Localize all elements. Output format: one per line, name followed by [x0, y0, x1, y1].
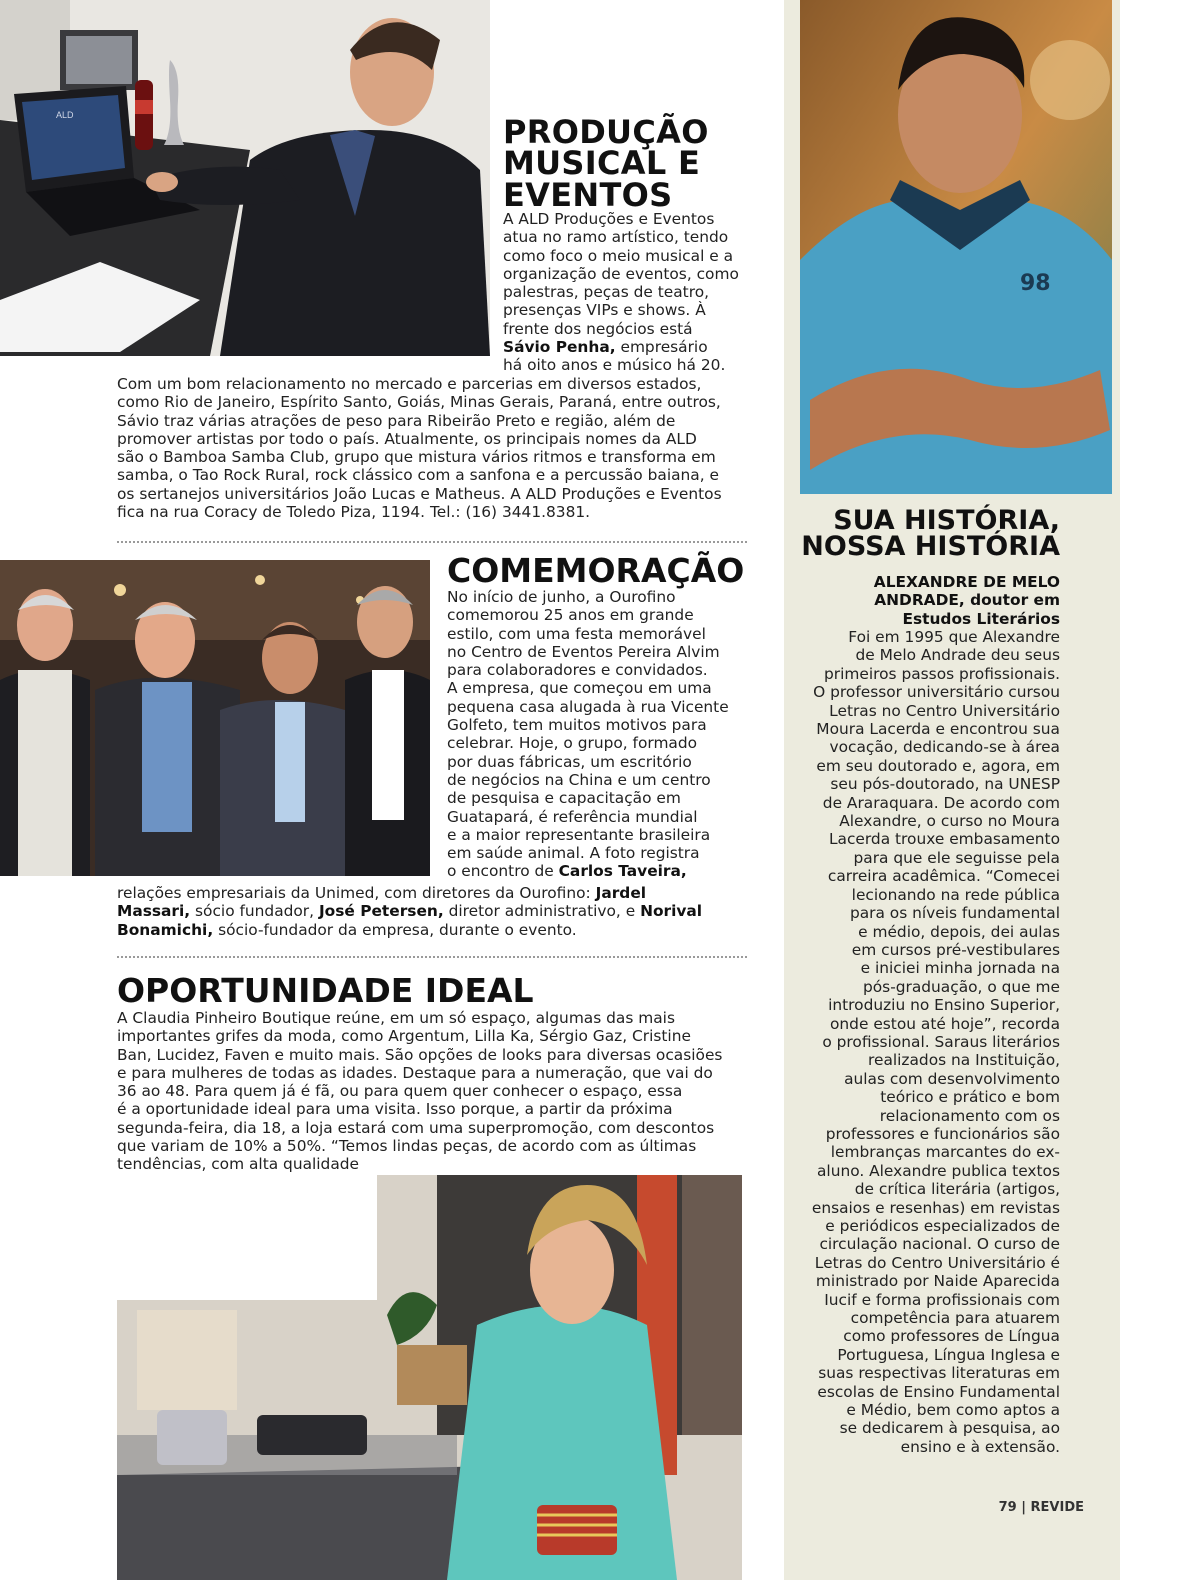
photo-boutique-image [117, 1175, 742, 1580]
text-line: ensaios e resenhas) em revistas [811, 1198, 1060, 1217]
text-line: Iucif e forma profissionais com [824, 1290, 1060, 1309]
text-line: celebrar. Hoje, o grupo, formado [447, 734, 698, 753]
text-line: Sávio traz várias atrações de peso para Ribeirão Preto e região, além de [117, 411, 676, 430]
text-line: atua no ramo artístico, tendo [503, 228, 729, 247]
text-line: Letras do Centro Universitário é [814, 1253, 1060, 1272]
photo-savio-penha [0, 0, 490, 356]
author-line: ALEXANDRE DE MELO [873, 573, 1060, 591]
title-line: NOSSA HISTÓRIA [801, 531, 1060, 562]
text-line: aluno. Alexandre publica textos [816, 1161, 1060, 1180]
text-line: realizados na Instituição, [867, 1051, 1060, 1070]
text-line: o profissional. Saraus literários [822, 1032, 1060, 1051]
text-line: primeiros passos profissionais. [824, 664, 1060, 683]
author-line: Estudos Literários [902, 609, 1060, 628]
text-line: importantes grifes da moda, como Argentum, Lilla Ka, Sérgio Gaz, Cristine [117, 1027, 691, 1046]
text-line: no Centro de Eventos Pereira Alvim [447, 642, 720, 661]
text-line: por duas fábricas, um escritório [447, 752, 692, 771]
text-line: escolas de Ensino Fundamental [817, 1382, 1060, 1401]
text-line: é a oportunidade ideal para uma visita. Isso porque, a partir da próxima [117, 1100, 673, 1119]
text-line: promover artistas por todo o país. Atualmente, os principais nomes da ALD [117, 429, 697, 448]
text-line: de Araraquara. De acordo com [822, 793, 1060, 812]
footer-separator: | [1021, 1500, 1026, 1515]
text-line: os sertanejos universitários João Lucas e Matheus. A ALD Produções e Eventos [117, 484, 722, 503]
text-line: Portuguesa, Língua Inglesa e [837, 1345, 1060, 1364]
person-name: José Petersen, [318, 902, 444, 921]
text-line: estilo, com uma festa memorável [447, 624, 706, 643]
shirt-number: 98 [1020, 271, 1051, 296]
text-line: Com um bom relacionamento no mercado e parcerias em diversos estados, [117, 375, 702, 393]
text-line: para colaboradores e convidados. [447, 661, 708, 680]
text-line: Lacerda trouxe embasamento [828, 830, 1060, 849]
text-line: Letras no Centro Universitário [829, 701, 1060, 720]
laptop-screen-brand: ALD [56, 110, 74, 120]
title-line: EVENTOS [503, 175, 673, 214]
text-line: relacionamento com os [879, 1106, 1060, 1125]
text-line: e periódicos especializados de [825, 1217, 1060, 1235]
person-name: Bonamichi, [117, 920, 214, 939]
text-line: como Rio de Janeiro, Espírito Santo, Goiás, Minas Gerais, Paraná, entre outros, [117, 393, 721, 412]
photo-ourofino-event-image [0, 560, 430, 876]
text-fragment: diretor administrativo, e [443, 902, 641, 921]
section-title-producao [503, 113, 709, 214]
sidebar-author [784, 573, 1060, 628]
magazine-name: REVIDE [1030, 1500, 1084, 1515]
text-line: Foi em 1995 que Alexandre [848, 628, 1060, 646]
text-line: de Melo Andrade deu seus [855, 646, 1060, 665]
text-line: e para mulheres de todas as idades. Destaque para a numeração, que vai do [117, 1063, 713, 1082]
text-line: tendências, com alta qualidade [117, 1155, 359, 1174]
text-line: vocação, dedicando-se à área [829, 738, 1060, 757]
text-line: são o Bamboa Samba Club, grupo que mistura vários ritmos e transforma em [117, 448, 716, 467]
text-line: e a maior representante brasileira [447, 825, 711, 844]
sidebar-title [784, 505, 1060, 562]
text-line: carreira acadêmica. “Comecei [827, 867, 1060, 886]
text-line: em saúde animal. A foto registra [447, 844, 700, 863]
text-line: No início de junho, a Ourofino [447, 588, 676, 606]
text-line [117, 884, 767, 902]
text-line: pequena casa alugada à rua Vicente [447, 697, 729, 716]
text-line: teórico e prático e bom [880, 1088, 1060, 1107]
text-line: como professores de Língua [843, 1327, 1060, 1346]
text-line: de crítica literária (artigos, [854, 1180, 1060, 1199]
text-line: em seu doutorado e, agora, em [816, 756, 1060, 775]
person-name: Norival [640, 902, 703, 921]
title-line: SUA HISTÓRIA, [833, 505, 1060, 536]
text-line: de pesquisa e capacitação em [447, 789, 681, 808]
text-line: lembranças marcantes do ex- [830, 1143, 1060, 1162]
section2-column [447, 588, 747, 881]
text-line [117, 902, 767, 920]
photo-savio-penha-image [0, 0, 490, 356]
page-number: 79 [998, 1500, 1017, 1515]
person-name: Massari, [117, 902, 191, 921]
title-line: PRODUÇÃO [503, 113, 709, 151]
text-line: lecionando na rede pública [851, 885, 1060, 904]
text-line: para que ele seguisse pela [853, 848, 1060, 867]
text-line: Alexandre, o curso no Moura [839, 812, 1060, 831]
text-line: para os níveis fundamental [849, 904, 1060, 923]
person-name: Sávio Penha, [503, 338, 616, 357]
text-line: O professor universitário cursou [813, 683, 1060, 702]
text-line: samba, o Tao Rock Rural, rock clássico com a sanfona e a percussão baiana, e [117, 466, 719, 485]
sidebar-body [796, 628, 1060, 1456]
section1-body [117, 375, 767, 521]
text-fragment: sócio fundador, [190, 902, 319, 921]
photo-camila-pinheiro-boutique [117, 1175, 742, 1580]
photo-ourofino-event [0, 560, 430, 876]
page-footer [994, 1500, 1084, 1515]
section-title-oportunidade: OPORTUNIDADE IDEAL [117, 971, 534, 1010]
text-line: competência para atuarem [850, 1309, 1060, 1328]
text-line: professores e funcionários são [825, 1124, 1060, 1143]
section-divider [117, 956, 747, 958]
text-line: ministrado por Naide Aparecida [815, 1272, 1060, 1291]
photo-alexandre-andrade-image [800, 0, 1112, 494]
photo-alexandre-andrade [800, 0, 1112, 494]
person-name: Jardel [595, 884, 647, 902]
text-line: ensino e à extensão. [900, 1437, 1060, 1456]
text-line: Ban, Lucidez, Faven e muito mais. São opções de looks para diversas ocasiões [117, 1045, 723, 1064]
text-line: Guatapará, é referência mundial [447, 807, 698, 826]
text-line: fica na rua Coracy de Toledo Piza, 1194. Tel.: (16) 3441.8381. [117, 503, 591, 522]
text-line: palestras, peças de teatro, [503, 283, 709, 302]
text-line: Golfeto, tem muitos motivos para [447, 716, 707, 735]
text-line: A Claudia Pinheiro Boutique reúne, em um só espaço, algumas das mais [117, 1009, 675, 1027]
text-line [447, 862, 747, 880]
text-line: segunda-feira, dia 18, a loja estará com uma superpromoção, com descontos [117, 1118, 715, 1137]
text-line: A ALD Produções e Eventos [503, 210, 715, 228]
text-line: 36 ao 48. Para quem já é fã, ou para quem quer conhecer o espaço, essa [117, 1082, 683, 1101]
text-line: há oito anos e músico há 20. [503, 356, 726, 375]
text-line: A empresa, que começou em uma [447, 679, 712, 698]
text-line [117, 921, 767, 939]
text-fragment: sócio-fundador da empresa, durante o evento. [213, 920, 577, 939]
text-fragment: o encontro de [447, 862, 559, 881]
text-line: de negócios na China e um centro [447, 770, 711, 789]
text-line: organização de eventos, como [503, 264, 739, 283]
text-line: seu pós-doutorado, na UNESP [830, 775, 1060, 794]
text-line: e médio, depois, dei aulas [858, 922, 1060, 941]
text-line: que variam de 10% a 50%. “Temos lindas peças, de acordo com as últimas [117, 1137, 697, 1156]
text-line: circulação nacional. O curso de [819, 1235, 1060, 1254]
text-line [503, 338, 753, 356]
text-fragment: empresário [615, 338, 708, 357]
title-line: MUSICAL E [503, 144, 701, 183]
text-line: frente dos negócios está [503, 319, 693, 338]
section1-intro [503, 210, 753, 375]
text-line: se dedicarem à pesquisa, ao [839, 1419, 1060, 1438]
text-line: e iniciei minha jornada na [860, 959, 1060, 978]
section2-full [117, 884, 767, 939]
text-line: comemorou 25 anos em grande [447, 606, 694, 625]
text-line: em cursos pré-vestibulares [851, 940, 1060, 959]
text-line: pós-graduação, o que me [863, 977, 1060, 996]
text-line: como foco o meio musical e a [503, 246, 734, 265]
section-title-comemoracao: COMEMORAÇÃO [447, 551, 745, 590]
text-line: Moura Lacerda e encontrou sua [816, 720, 1060, 739]
text-line: aulas com desenvolvimento [844, 1069, 1060, 1088]
section-divider [117, 541, 747, 543]
person-name: Carlos Taveira, [558, 862, 687, 881]
text-fragment: relações empresariais da Unimed, com diretores da Ourofino: [117, 884, 596, 902]
text-line: suas respectivas literaturas em [818, 1364, 1060, 1383]
text-line: presenças VIPs e shows. À [503, 301, 706, 320]
text-line: onde estou até hoje”, recorda [830, 1014, 1060, 1033]
text-line: introduziu no Ensino Superior, [828, 996, 1060, 1015]
author-line: ANDRADE, doutor em [874, 591, 1060, 610]
text-line: e Médio, bem como aptos a [846, 1401, 1060, 1420]
